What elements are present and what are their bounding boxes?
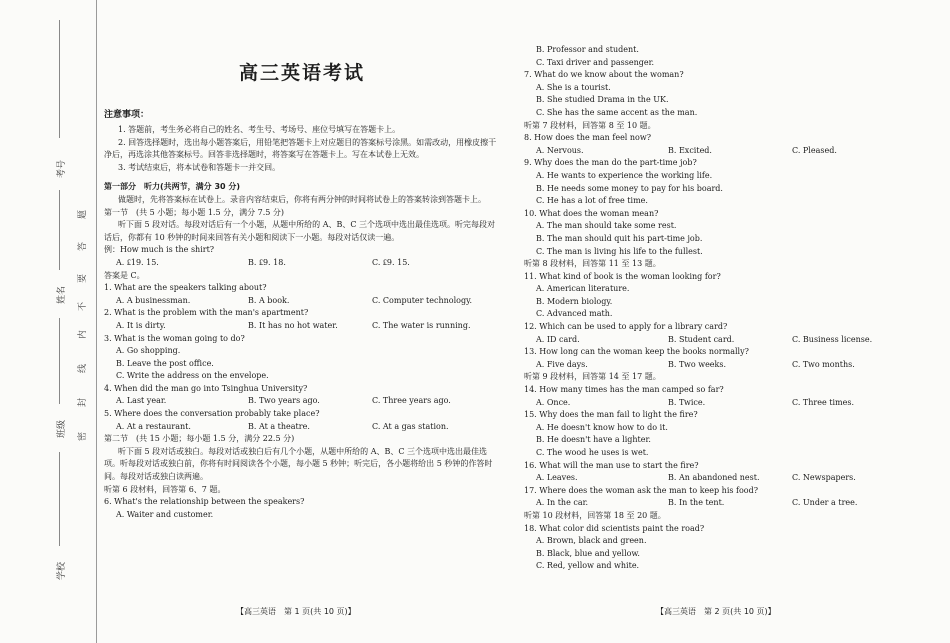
option: B. Two years ago.	[248, 396, 320, 406]
material-7-note: 听第 7 段材料，回答第 8 至 10 题。	[524, 120, 656, 130]
material-8-note: 听第 8 段材料，回答第 11 至 13 题。	[524, 259, 661, 269]
option: A. Five days.	[536, 359, 588, 369]
seal-char: 封	[78, 397, 89, 408]
page-footer: 【高三英语 第 2 页(共 10 页)】	[656, 607, 776, 616]
seal-char: 不	[78, 301, 89, 312]
option: A. Waiter and customer.	[116, 509, 214, 519]
section1-heading: 第一节 (共 5 小题；每小题 1.5 分，满分 7.5 分)	[104, 207, 285, 217]
question-12-options	[524, 334, 924, 347]
seal-char: 线	[78, 363, 89, 374]
part1-description: 做题时，先将答案标在试卷上。录音内容结束后，你将有两分钟的时间将试卷上的答案转涂到答题卡上。	[118, 194, 486, 204]
class-label: 班级	[57, 419, 67, 438]
option: A. ₤19. 15.	[116, 257, 159, 267]
name-line	[59, 190, 60, 270]
option: C. Computer technology.	[372, 295, 473, 305]
option: C. Three years ago.	[372, 396, 451, 406]
option: C. At a gas station.	[372, 421, 449, 431]
option: B. An abandoned nest.	[668, 473, 760, 483]
question-15: 15. Why does the man fail to light the fire?	[524, 410, 698, 420]
option: A. Last year.	[116, 396, 167, 406]
question-13: 13. How long can the woman keep the books normally?	[524, 347, 749, 357]
option: C. Red, yellow and white.	[536, 561, 640, 571]
option: C. ₤9. 15.	[372, 257, 410, 267]
option: C. Two months.	[792, 359, 855, 369]
seal-char: 答	[78, 241, 89, 252]
question-5: 5. Where does the conversation probably take place?	[104, 409, 320, 419]
material-10-note: 听第 10 段材料，回答第 18 至 20 题。	[524, 510, 666, 520]
exam-page-2	[524, 0, 924, 643]
notice-item: 3. 考试结束后，将本试卷和答题卡一并交回。	[118, 162, 281, 172]
question-10: 10. What does the woman mean?	[524, 208, 659, 218]
option: A. American literature.	[536, 284, 630, 294]
option: A. She is a tourist.	[536, 82, 611, 92]
notice-heading: 注意事项：	[104, 110, 150, 120]
example-answer: 答案是 C。	[104, 270, 145, 280]
example-options	[104, 257, 500, 270]
name-label: 姓名	[57, 285, 67, 304]
option: C. Under a tree.	[792, 498, 858, 508]
exam-title: 高三英语考试	[238, 62, 365, 84]
question-4-options	[104, 395, 500, 408]
option: C. Three times.	[792, 397, 854, 407]
option: C. The man is living his life to the fullest.	[536, 246, 703, 256]
page-footer: 【高三英语 第 1 页(共 10 页)】	[236, 607, 356, 616]
option: C. Write the address on the envelope.	[116, 371, 269, 381]
option: A. Go shopping.	[116, 346, 181, 356]
option: A. Brown, black and green.	[536, 536, 647, 546]
seal-char: 密	[78, 431, 89, 442]
material-9-note: 听第 9 段材料，回答第 14 至 17 题。	[524, 372, 661, 382]
question-9: 9. Why does the man do the part-time job?	[524, 158, 697, 168]
option: A. Leaves.	[536, 473, 578, 483]
example-question: 例：How much is the shirt?	[104, 245, 215, 255]
option: B. A book.	[248, 295, 290, 305]
option: A. ID card.	[536, 334, 580, 344]
binding-margin	[0, 0, 97, 643]
option: B. ₤9. 18.	[248, 257, 286, 267]
option: B. Modern biology.	[536, 296, 613, 306]
material-6-note: 听第 6 段材料，回答第 6、7 题。	[104, 484, 226, 494]
option: C. The water is running.	[372, 320, 471, 330]
option: A. At a restaurant.	[116, 421, 191, 431]
option: C. Business license.	[792, 334, 873, 344]
question-7: 7. What do we know about the woman?	[524, 70, 684, 80]
option: B. Black, blue and yellow.	[536, 548, 640, 558]
question-1: 1. What are the speakers talking about?	[104, 283, 267, 293]
option: C. Advanced math.	[536, 309, 613, 319]
option: B. The man should quit his part-time job.	[536, 233, 703, 243]
question-16: 16. What will the man use to start the fire?	[524, 460, 699, 470]
option: B. Leave the post office.	[116, 358, 214, 368]
exam-page-1	[104, 0, 500, 643]
question-1-options	[104, 295, 500, 308]
option: B. He doesn't have a lighter.	[536, 435, 651, 445]
question-17: 17. Where does the woman ask the man to keep his food?	[524, 485, 759, 495]
section1-description: 听下面 5 段对话。每段对话后有一个小题，从题中所给的 A、B、C 三个选项中选出最佳选项。听完每段对话后，你都有 10 秒钟的时间来回答有关小题和阅读下一小题。每段对话仅读一遍。	[104, 220, 496, 242]
option: A. A businessman.	[116, 295, 191, 305]
option: B. Excited.	[668, 145, 712, 155]
question-12: 12. Which can be used to apply for a library card?	[524, 322, 728, 332]
question-6: 6. What's the relationship between the speakers?	[104, 497, 305, 507]
option: C. Pleased.	[792, 145, 837, 155]
question-8-options	[524, 145, 924, 158]
part1-heading: 第一部分 听力(共两节，满分 30 分)	[104, 182, 241, 192]
school-label: 学校	[57, 561, 67, 580]
exam-no-line	[59, 20, 60, 138]
option: B. At a theatre.	[248, 421, 310, 431]
question-3: 3. What is the woman going to do?	[104, 333, 245, 343]
option: B. In the tent.	[668, 498, 725, 508]
question-16-options	[524, 472, 924, 485]
option: B. Two weeks.	[668, 359, 727, 369]
seal-char: 要	[78, 273, 89, 284]
option: A. Nervous.	[536, 145, 584, 155]
question-4: 4. When did the man go into Tsinghua University?	[104, 383, 308, 393]
option: C. Taxi driver and passenger.	[536, 57, 655, 67]
option: A. He doesn't know how to do it.	[536, 422, 668, 432]
question-14-options	[524, 397, 924, 410]
seal-char: 内	[78, 329, 89, 340]
question-11: 11. What kind of book is the woman looking for?	[524, 271, 721, 281]
option: A. The man should take some rest.	[536, 221, 677, 231]
option: C. The wood he uses is wet.	[536, 448, 649, 457]
question-17-options	[524, 497, 924, 510]
question-2: 2. What is the problem with the man's apartment?	[104, 308, 309, 318]
notice-item: 2. 回答选择题时，选出每小题答案后，用铅笔把答题卡上对应题目的答案标号涂黑。如需改动，用橡皮擦干净后，再选涂其他答案标号。回答非选择题时，将答案写在答题卡上。写在本试卷上无效。	[104, 137, 497, 160]
option: C. He has a lot of free time.	[536, 196, 648, 206]
option: B. He needs some money to pay for his board.	[536, 183, 723, 193]
question-8: 8. How does the man feel now?	[524, 133, 652, 143]
question-14: 14. How many times has the man camped so far?	[524, 385, 724, 395]
option: A. He wants to experience the working life.	[536, 170, 713, 180]
option: A. Once.	[536, 397, 571, 407]
section2-heading: 第二节 (共 15 小题；每小题 1.5 分，满分 22.5 分)	[104, 434, 295, 444]
option: B. Student card.	[668, 334, 735, 344]
option: C. She has the same accent as the man.	[536, 107, 698, 117]
question-5-options	[104, 421, 500, 434]
question-18: 18. What color did scientists paint the road?	[524, 523, 705, 533]
option: B. She studied Drama in the UK.	[536, 95, 669, 105]
option: A. In the car.	[536, 498, 589, 508]
school-line	[59, 452, 60, 546]
question-13-options	[524, 359, 924, 372]
option: A. It is dirty.	[116, 320, 166, 330]
option: B. Twice.	[668, 397, 706, 407]
class-line	[59, 318, 60, 404]
section2-description: 听下面 5 段对话或独白。每段对话或独白后有几个小题，从题中所给的 A、B、C 三个选项中选出最佳选项。听每段对话或独白前，你将有时间阅读各个小题，每小题 5 秒钟；听完后，各小题将给出 5 秒钟的作答时间。每段对话或独白读两遍。	[104, 446, 493, 482]
option: B. It has no hot water.	[248, 320, 338, 330]
seal-char: 题	[78, 209, 89, 220]
question-2-options	[104, 320, 500, 333]
option: B. Professor and student.	[536, 45, 639, 54]
exam-no-label: 考号	[57, 159, 67, 178]
option: C. Newspapers.	[792, 473, 856, 483]
notice-item: 1. 答题前，考生务必将自己的姓名、考生号、考场号、座位号填写在答题卡上。	[118, 125, 401, 134]
